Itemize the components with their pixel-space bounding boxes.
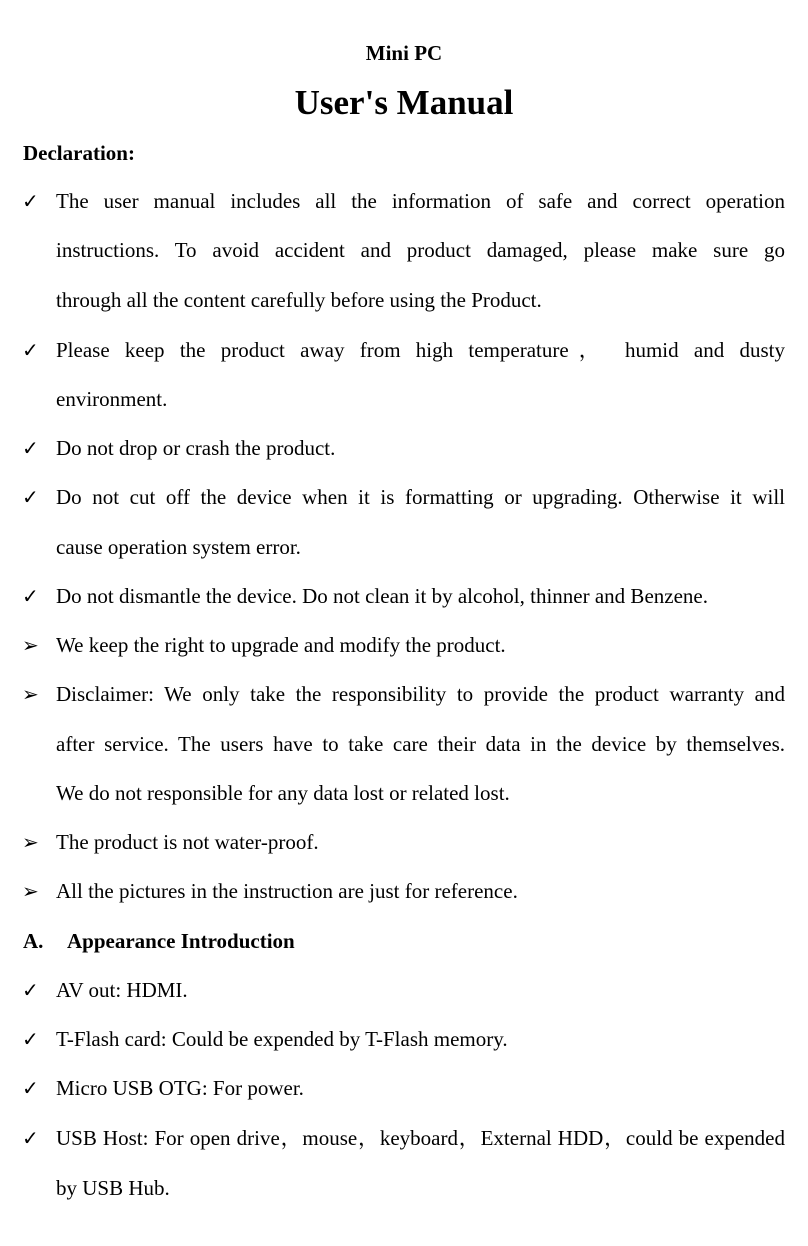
document-title: User's Manual (294, 83, 514, 122)
check-icon: ✓ (22, 584, 39, 608)
item-line: The user manual includes all the information of safe and correct operation (56, 189, 785, 213)
item-line: cause operation system error. (56, 535, 301, 559)
item-line: T-Flash card: Could be expended by T-Flash memory. (56, 1027, 508, 1051)
document-subtitle: Mini PC (365, 41, 443, 65)
check-icon: ✓ (22, 338, 39, 362)
item-line: Do not drop or crash the product. (56, 436, 336, 460)
check-icon: ✓ (22, 1076, 39, 1100)
arrow-icon: ➢ (22, 633, 39, 657)
check-icon: ✓ (22, 436, 39, 460)
item-line: AV out: HDMI. (56, 978, 188, 1002)
item-line: Micro USB OTG: For power. (56, 1076, 304, 1100)
item-line: We do not responsible for any data lost or related lost. (56, 781, 510, 805)
item-line: Please keep the product away from high temperature， humid and dusty (56, 338, 785, 362)
item-line: Disclaimer: We only take the responsibility to provide the product warranty and (56, 682, 785, 706)
declaration-heading: Declaration: (23, 141, 135, 165)
item-line: All the pictures in the instruction are just for reference. (56, 879, 518, 903)
item-line: by USB Hub. (56, 1176, 170, 1200)
check-icon: ✓ (22, 978, 39, 1002)
item-line: through all the content carefully before using the Product. (56, 288, 542, 312)
item-line: USB Host: For open drive，mouse，keyboard，External HDD，could be expended (56, 1126, 785, 1150)
arrow-icon: ➢ (22, 830, 39, 854)
item-line: after service. The users have to take care their data in the device by themselves. (56, 732, 785, 756)
arrow-icon: ➢ (22, 879, 39, 903)
check-icon: ✓ (22, 189, 39, 213)
check-icon: ✓ (22, 485, 39, 509)
item-line: Do not cut off the device when it is formatting or upgrading. Otherwise it will (56, 485, 785, 509)
item-line: environment. (56, 387, 168, 411)
section-title: Appearance Introduction (67, 929, 295, 953)
section-letter: A. (23, 929, 44, 953)
item-line: We keep the right to upgrade and modify the product. (56, 633, 506, 657)
check-icon: ✓ (22, 1027, 39, 1051)
arrow-icon: ➢ (22, 682, 39, 706)
check-icon: ✓ (22, 1126, 39, 1150)
item-line: The product is not water-proof. (56, 830, 319, 854)
appearance-heading (23, 928, 295, 954)
item-line: instructions. To avoid accident and product damaged, please make sure go (56, 238, 785, 262)
item-line: Do not dismantle the device. Do not clean it by alcohol, thinner and Benzene. (56, 584, 708, 608)
